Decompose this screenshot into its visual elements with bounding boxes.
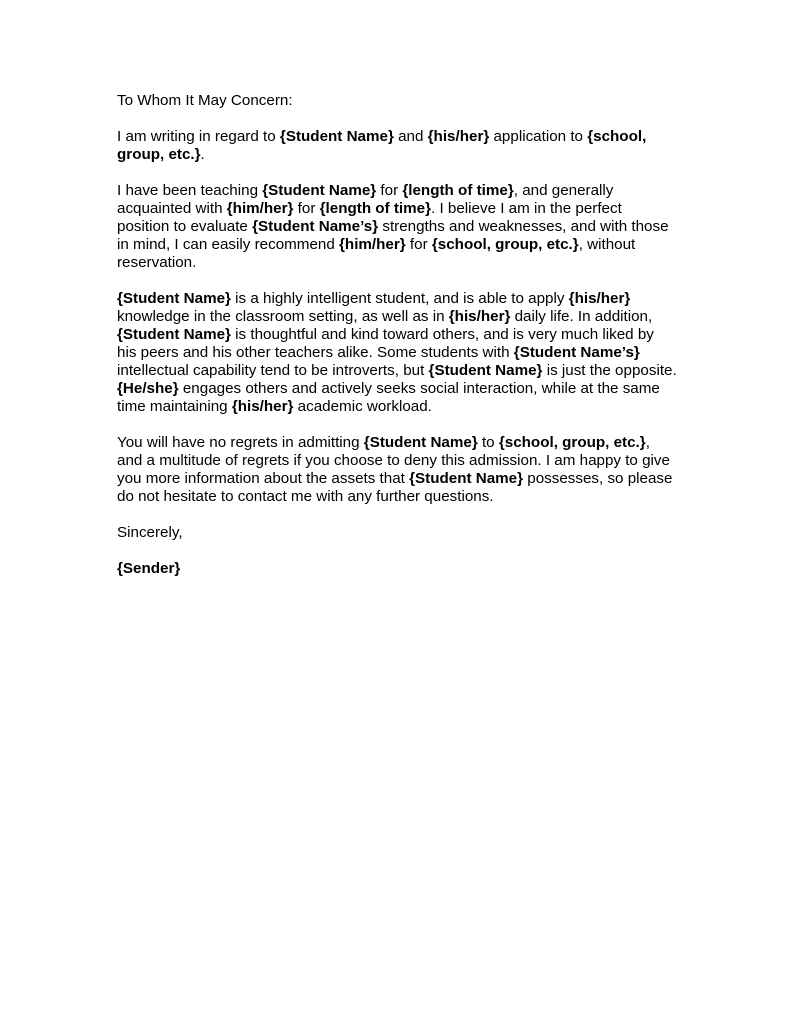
placeholder-field: {school, group, etc.} (498, 434, 646, 451)
placeholder-field: {length of time} (402, 182, 514, 199)
paragraph-text: intellectual capability tend to be introverts, but (117, 362, 429, 379)
paragraph-text: for (376, 182, 403, 199)
body-paragraph-2 (117, 182, 677, 272)
paragraph-text: for (405, 236, 432, 253)
body-paragraph-4 (117, 434, 677, 506)
paragraph-text: . I believe I am in the perfect position to evaluate (117, 200, 622, 235)
placeholder-field: {Student Name} (409, 470, 524, 487)
paragraph-text: . (200, 146, 205, 163)
paragraph-text: , and a multitude of regrets if you choose to deny this admission. I am happy to give you more information about the assets that (117, 434, 670, 487)
sender-name (117, 560, 677, 578)
placeholder-field: {Student Name’s} (513, 344, 640, 361)
body-paragraph-1 (117, 128, 677, 164)
body-paragraph-3 (117, 290, 677, 416)
placeholder-field: {He/she} (117, 380, 179, 397)
placeholder-field: {his/her} (427, 128, 490, 145)
paragraph-text: for (293, 200, 320, 217)
paragraph-text: , and generally acquainted with (117, 182, 614, 217)
placeholder-field: {him/her} (226, 200, 294, 217)
paragraph-text: to (477, 434, 499, 451)
paragraph-text: You will have no regrets in admitting (117, 434, 364, 451)
placeholder-field: {Student Name} (279, 128, 394, 145)
placeholder-field: {Student Name} (262, 182, 377, 199)
salutation: To Whom It May Concern: (117, 92, 293, 109)
letter-body (117, 92, 677, 596)
paragraph-text: I have been teaching (117, 182, 263, 199)
paragraph-text: is a highly intelligent student, and is able to apply (230, 290, 569, 307)
placeholder-field: {his/her} (568, 290, 631, 307)
placeholder-field: {school, group, etc.} (431, 236, 579, 253)
placeholder-field: {him/her} (339, 236, 406, 253)
placeholder-field: {his/her} (448, 308, 511, 325)
paragraph-text: strengths and weaknesses, and with those in mind, I can easily recommend (117, 218, 669, 253)
placeholder-field: {his/her} (231, 398, 294, 415)
paragraph-text: application to (489, 128, 588, 145)
paragraph-text: academic workload. (293, 398, 432, 415)
sender-placeholder: {Sender} (117, 560, 181, 577)
paragraph-text: I am writing in regard to (117, 128, 280, 145)
paragraph-text: is just the opposite. (542, 362, 677, 379)
paragraph-text: , without reservation. (117, 236, 636, 271)
paragraph-text: possesses, so please do not hesitate to contact me with any further questions. (117, 470, 673, 505)
paragraph-text: daily life. In addition, (510, 308, 653, 325)
placeholder-field: {Student Name} (363, 434, 478, 451)
paragraph-text: engages others and actively seeks social interaction, while at the same time maintaining (117, 380, 660, 415)
paragraph-text: and (393, 128, 428, 145)
placeholder-field: {Student Name} (117, 326, 231, 343)
placeholder-field: {Student Name} (428, 362, 543, 379)
placeholder-field: {school, group, etc.} (117, 128, 647, 163)
placeholder-field: {length of time} (319, 200, 432, 217)
placeholder-field: {Student Name’s} (252, 218, 379, 235)
paragraph-text: knowledge in the classroom setting, as well as in (117, 308, 449, 325)
paragraph-text: is thoughtful and kind toward others, and is very much liked by his peers and his other teachers alike. Some students with (117, 326, 654, 361)
placeholder-field: {Student Name} (117, 290, 231, 307)
letter-paragraphs (117, 128, 677, 506)
closing: Sincerely, (117, 524, 183, 541)
